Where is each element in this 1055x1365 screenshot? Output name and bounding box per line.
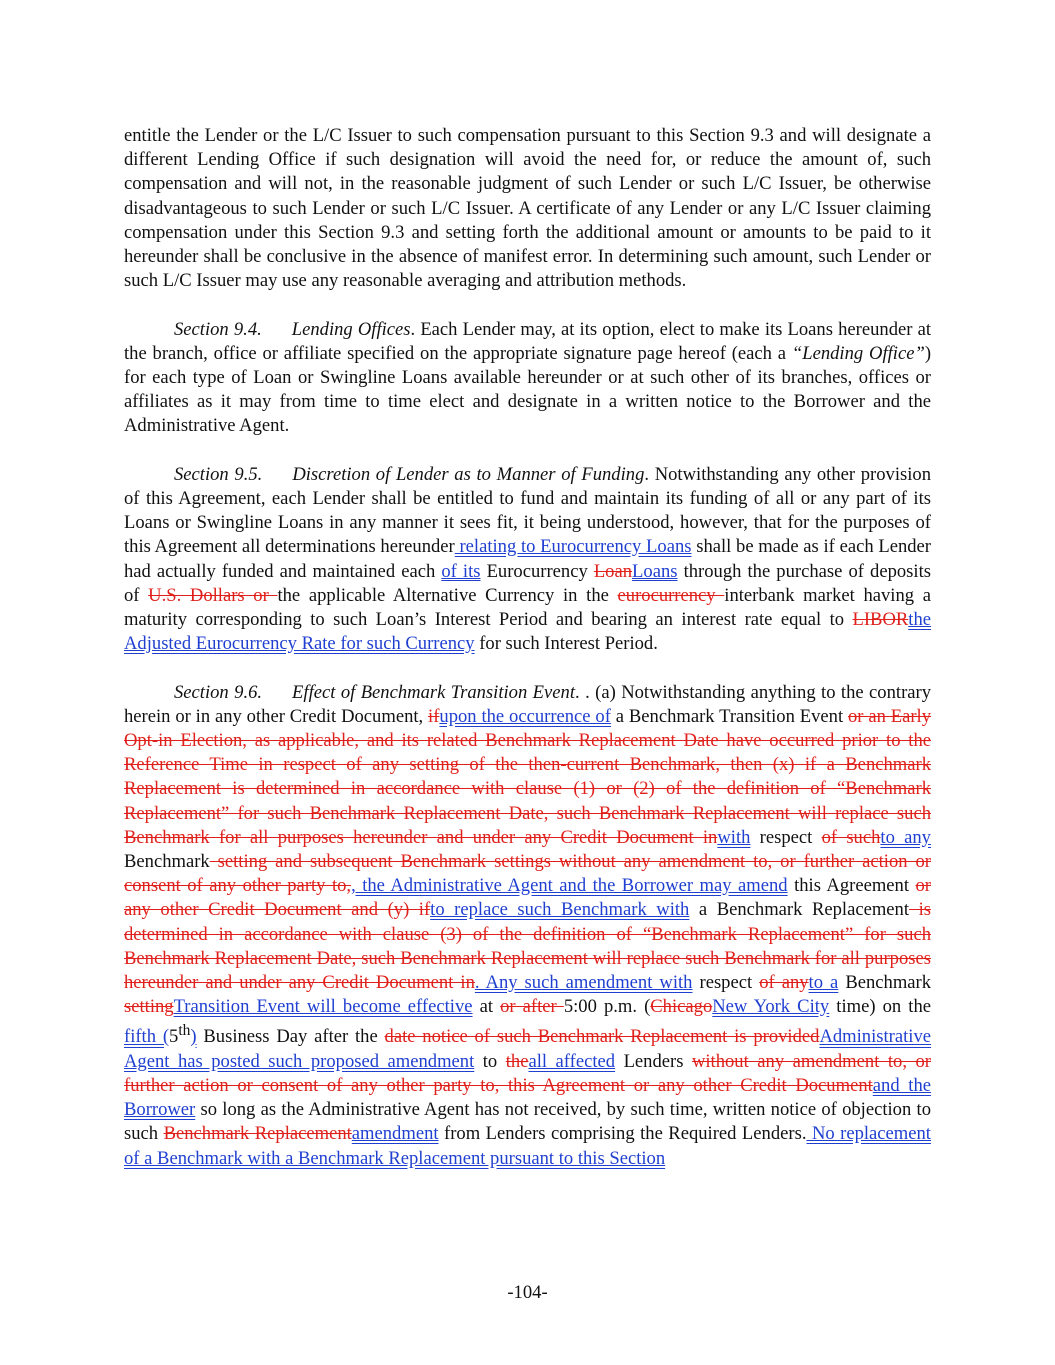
deletion: date notice of such Benchmark Replacement is provided bbox=[384, 1026, 820, 1048]
insertion: No replacement of a Benchmark with a Benchmark Replacement pursuant to this Section bbox=[124, 1123, 931, 1169]
deletion: U.S. Dollars or bbox=[148, 584, 278, 606]
insertion: , the Administrative Agent and the Borrower may amend bbox=[351, 875, 788, 897]
deletion: of any bbox=[759, 972, 809, 994]
insertion: New York City bbox=[712, 996, 830, 1018]
paragraph-9-3-continuation: entitle the Lender or the L/C Issuer to such compensation pursuant to this Section 9.3 and will designate a different Lending Office if such designation will avoid the need for, or reduce the amount of, such compensation and will not, in the reasonable judgment of such Lender or such L/C Issuer, be otherwise disadvantageous to such Lender or such L/C Issuer. A certificate of any Lender or any L/C Issuer claiming compensation under this Section 9.3 and setting forth the additional amount or amounts to be paid to it hereunder shall be conclusive in the absence of manifest error. In determining such amount, such Lender or such L/C Issuer may use any reasonable averaging and attribution methods. bbox=[124, 125, 931, 292]
section-title: Discretion of Lender as to Manner of Funding bbox=[292, 463, 645, 485]
deletion: Benchmark Replacement bbox=[163, 1123, 352, 1145]
insertion: amendment bbox=[351, 1123, 439, 1145]
deletion: Chicago bbox=[650, 996, 713, 1018]
deletion: setting and subsequent Benchmark settings without any amendment to, or further action or consent of any other party to, bbox=[124, 851, 931, 897]
deletion: without any amendment to, or further action or consent of any other party to, this Agreement or any other Credit Document bbox=[124, 1050, 931, 1097]
deletion: the bbox=[505, 1050, 529, 1072]
insertion: and the Borrower bbox=[124, 1075, 931, 1121]
section-title: Lending Offices bbox=[291, 318, 411, 340]
deletion: setting bbox=[124, 996, 174, 1018]
section-number: Section 9.5. bbox=[174, 463, 263, 485]
deletion: or after bbox=[500, 996, 564, 1018]
superscript: th bbox=[178, 1022, 191, 1040]
section-title: Effect of Benchmark Transition Event bbox=[292, 681, 576, 703]
insertion: fifth ( bbox=[124, 1026, 170, 1048]
insertion: Transition Event will become effective bbox=[173, 996, 473, 1018]
insertion: all affected bbox=[528, 1050, 616, 1072]
insertion: upon the occurrence of bbox=[439, 705, 611, 727]
insertion: to replace such Benchmark with bbox=[430, 899, 690, 921]
insertion: to any bbox=[880, 826, 931, 848]
section-9-5: Section 9.5. Discretion of Lender as to Manner of Funding. Notwithstanding any other provision of this Agreement, each Lender shall be entitled to fund and maintain its funding of all or any part of its Loans or Swingline Loans in any manner it sees fit, it being understood, however, that for the purposes of this Agreement all determinations hereunder relating to Eurocurrency Loans shall be made as if each Lender had actually funded and maintained each of its Eurocurrency LoanLoans through the purchase of deposits of U.S. Dollars or the applicable Alternative Currency in the eurocurrency interbank market having a maturity corresponding to such Loan’s Interest Period and bearing an interest rate equal to LIBORthe Adjusted Eurocurrency Rate for such Currency for such Interest Period. bbox=[124, 463, 931, 655]
insertion: ) bbox=[190, 1026, 197, 1048]
deletion: or any other Credit Document and (y) if bbox=[124, 875, 931, 921]
deletion: LIBOR bbox=[852, 609, 909, 631]
deletion: is determined in accordance with clause (3) of the definition of “Benchmark Replacement” for such Benchmark Replacement Date, such Benchmark Replacement will replace such Benchmark for all purposes hereunder and under any Credit Document in bbox=[124, 899, 931, 994]
deletion: eurocurrency bbox=[617, 584, 725, 606]
section-9-6: Section 9.6. Effect of Benchmark Transition Event. . (a) Notwithstanding anything to the contrary herein or in any other Credit Document, ifupon the occurrence of a Benchmark Transition Event or an Early Opt-in Election, as applicable, and its related Benchmark Replacement Date have occurred prior to the Reference Time in respect of any setting of the then-current Benchmark, then (x) if a Benchmark Replacement is determined in accordance with clause (1) or (2) of the definition of “Benchmark Replacement” for such Benchmark Replacement Date, such Benchmark Replacement will replace such Benchmark for all purposes hereunder and under any Credit Document inwith respect of suchto any Benchmark setting and subsequent Benchmark settings without any amendment to, or further action or consent of any other party to,, the Administrative Agent and the Borrower may amend this Agreement or any other Credit Document and (y) ifto replace such Benchmark with a Benchmark Replacement is determined in accordance with clause (3) of the definition of “Benchmark Replacement” for such Benchmark Replacement Date, such Benchmark Replacement will replace such Benchmark for all purposes hereunder and under any Credit Document in. Any such amendment with respect of anyto a Benchmark settingTransition Event will become effective at or after 5:00 p.m. (ChicagoNew York City time) on the fifth (5th) Business Day after the date notice of such Benchmark Replacement is providedAdministrative Agent has posted such proposed amendment to theall affected Lenders without any amendment to, or further action or consent of any other party to, this Agreement or any other Credit Documentand the Borrower so long as the Administrative Agent has not received, by such time, written notice of objection to such Benchmark Replacementamendment from Lenders comprising the Required Lenders. No replacement of a Benchmark with a Benchmark Replacement pursuant to this Section bbox=[124, 681, 932, 1169]
page-number: -104- bbox=[507, 1282, 548, 1303]
section-9-4: Section 9.4. Lending Offices. Each Lender may, at its option, elect to make its Loans hereunder at the branch, office or affiliate specified on the appropriate signature page hereof (each a “Lending Office”) for each type of Loan or Swingline Loans available hereunder or at such other of its branches, offices or affiliates as it may from time to time elect and designate in a written notice to the Borrower and the Administrative Agent. bbox=[124, 318, 932, 437]
deletion: Loan bbox=[593, 560, 633, 582]
section-number: Section 9.6. bbox=[174, 681, 263, 703]
insertion: of its bbox=[441, 560, 481, 582]
insertion: with bbox=[717, 826, 751, 848]
insertion: Administrative Agent has posted such proposed amendment bbox=[124, 1026, 931, 1072]
insertion: . Any such amendment with bbox=[474, 972, 693, 994]
deletion: of such bbox=[821, 826, 881, 848]
insertion: the Adjusted Eurocurrency Rate for such Currency bbox=[124, 609, 931, 655]
insertion: relating to Eurocurrency Loans bbox=[454, 536, 692, 558]
document-page bbox=[124, 124, 931, 1195]
section-number: Section 9.4. bbox=[174, 318, 262, 340]
insertion: Loans bbox=[632, 560, 678, 582]
deletion: if bbox=[428, 705, 440, 727]
defined-term: “Lending Office” bbox=[791, 342, 925, 364]
insertion: to a bbox=[808, 972, 839, 994]
deletion: or an Early Opt-in Election, as applicable, and its related Benchmark Replacement Date have occurred prior to the Reference Time in respect of any setting of the then-current Benchmark, then (x) if a Benchmark Replacement is determined in accordance with clause (1) or (2) of the definition of “Benchmark Replacement” for such Benchmark Replacement Date, such Benchmark Replacement will replace such Benchmark for all purposes hereunder and under any Credit Document in bbox=[124, 705, 932, 848]
